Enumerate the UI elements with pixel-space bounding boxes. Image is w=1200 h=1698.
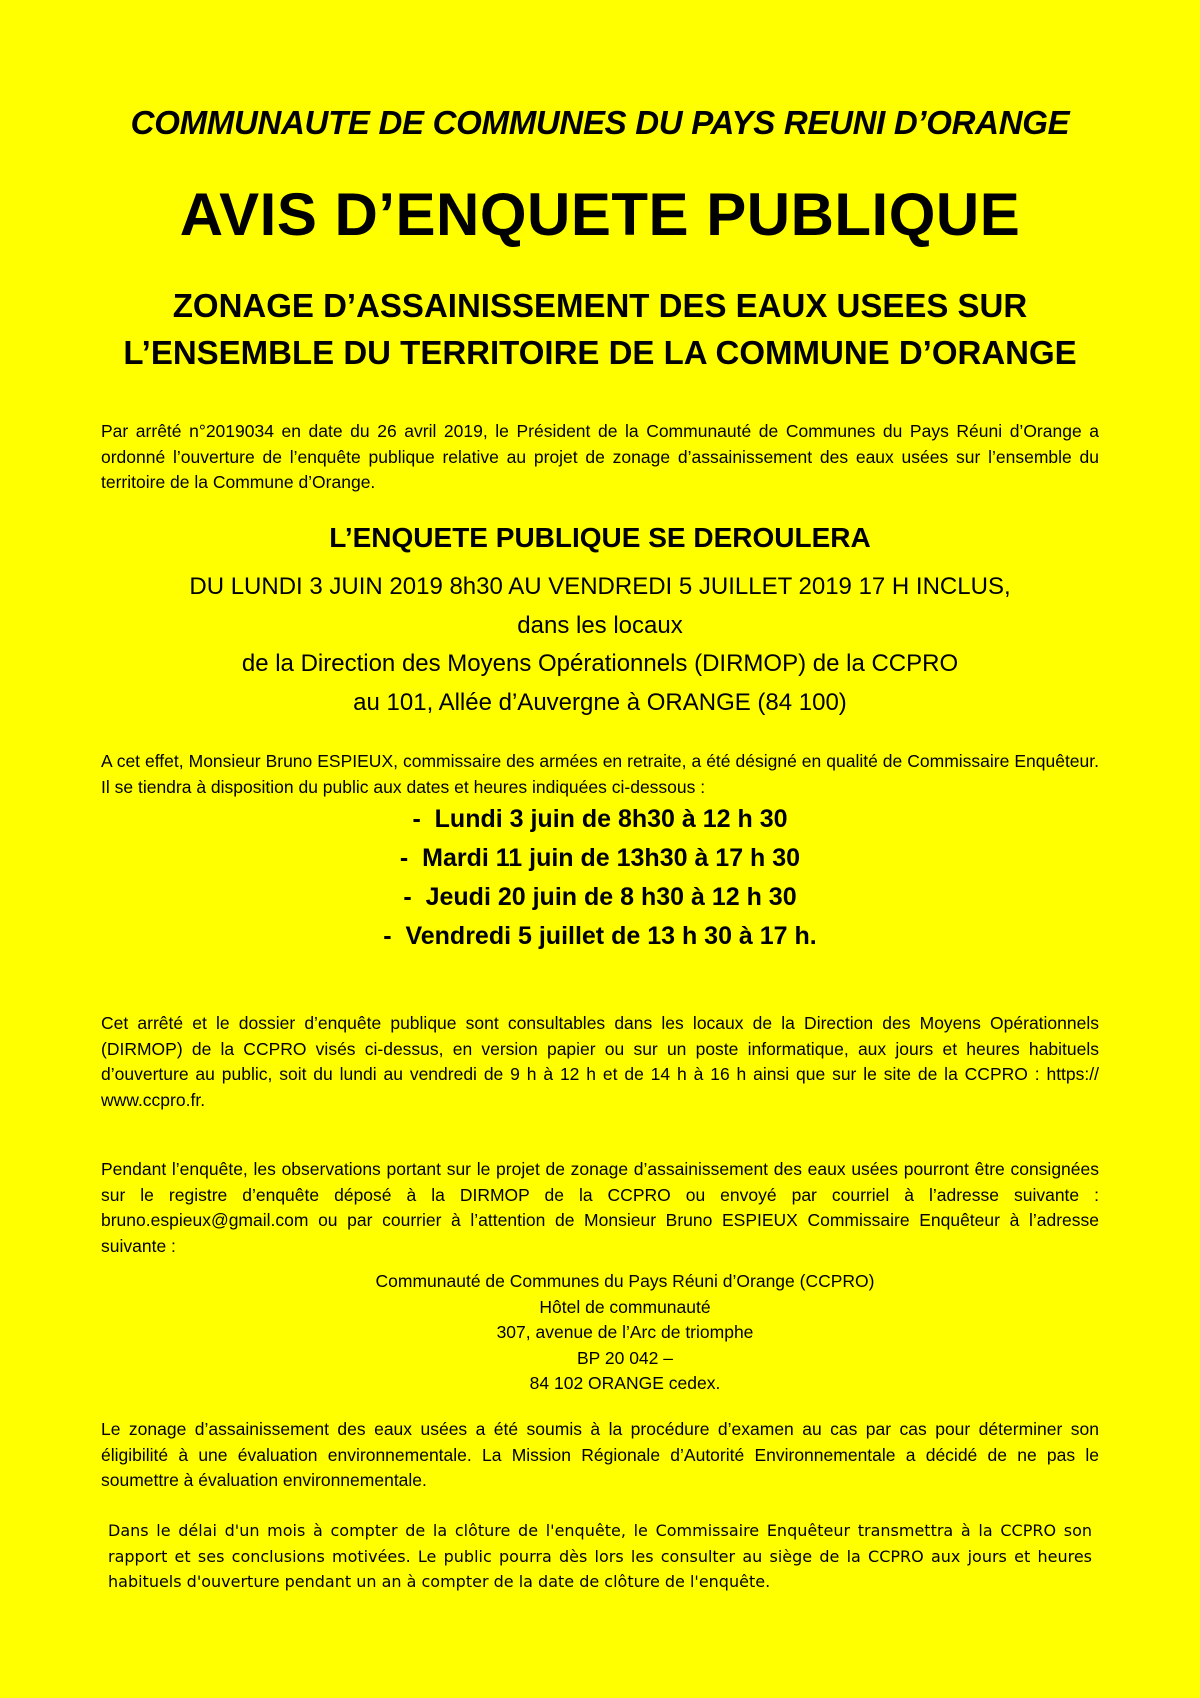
enquete-location-line-1: dans les locaux: [517, 611, 683, 639]
address-line: Hôtel de communauté: [539, 1296, 711, 1317]
enquete-heading: L’ENQUETE PUBLIQUE SE DEROULERA: [329, 522, 871, 553]
subtitle-line-2: L’ENSEMBLE DU TERRITOIRE DE LA COMMUNE D’ORANGE: [123, 334, 1077, 371]
permanence-item: - Vendredi 5 juillet de 13 h 30 à 17 h.: [383, 922, 817, 950]
permanence-schedule: [0, 800, 1200, 956]
evaluation-paragraph: Le zonage d’assainissement des eaux usées a été soumis à la procédure d’examen au cas par cas pour déterminer son éligibilité à une évaluation environnementale. La Mission Régionale d’Autorité Environnementale a décidé de ne pas le soumettre à évaluation environnementale.: [101, 1419, 1099, 1490]
intro-paragraph: Par arrêté n°2019034 en date du 26 avril 2019, le Président de la Communauté de Communes du Pays Réuni d’Orange a ordonné l’ouverture de l’enquête publique relative au projet de zonage d’assainissement des eaux usées sur l’ensemble du territoire de la Commune d’Orange.: [101, 421, 1099, 492]
postal-address: [0, 1269, 1200, 1397]
permanence-item: - Lundi 3 juin de 8h30 à 12 h 30: [412, 805, 788, 833]
enquete-details: [0, 568, 1200, 722]
enquete-location-line-3: au 101, Allée d’Auvergne à ORANGE (84 100): [353, 688, 847, 716]
conclusion-paragraph: Dans le délai d'un mois à compter de la clôture de l'enquête, le Commissaire Enquêteur transmettra à la CCPRO son rapport et ses conclusions motivées. Le public pourra dès lors les consulter au siège de la CCPRO aux jours et heures habituels d'ouverture pendant un an à compter de la date de clôture de l'enquête.: [108, 1521, 1092, 1591]
commissaire-paragraph: A cet effet, Monsieur Bruno ESPIEUX, commissaire des armées en retraite, a été désigné en qualité de Commissaire Enquêteur. Il se tiendra à disposition du public aux dates et heures indiquées ci-dessous :: [101, 751, 1099, 797]
notice-subtitle: [0, 282, 1200, 376]
subtitle-line-1: ZONAGE D’ASSAINISSEMENT DES EAUX USEES SUR: [172, 287, 1028, 324]
observations-paragraph: Pendant l’enquête, les observations portant sur le projet de zonage d’assainissement des eaux usées pourront être consignées sur le registre d’enquête déposé à la DIRMOP de la CCPRO ou envoyé par courriel à l’adresse suivante : bruno.espieux@gmail.com ou par courrier à l’attention de Monsieur Bruno ESPIEUX Commissaire Enquêteur à l’adresse suivante :: [101, 1159, 1099, 1256]
enquete-location-line-2: de la Direction des Moyens Opérationnels (DIRMOP) de la CCPRO: [241, 650, 959, 677]
address-line: BP 20 042 –: [576, 1347, 673, 1368]
address-line: Communauté de Communes du Pays Réuni d’Orange (CCPRO): [375, 1271, 875, 1291]
organization-name: COMMUNAUTE DE COMMUNES DU PAYS REUNI D’ORANGE: [130, 104, 1070, 141]
address-line: 84 102 ORANGE cedex.: [529, 1373, 721, 1393]
address-line: 307, avenue de l’Arc de triomphe: [496, 1322, 754, 1342]
enquete-dates: DU LUNDI 3 JUIN 2019 8h30 AU VENDREDI 5 JUILLET 2019 17 H INCLUS,: [189, 573, 1011, 600]
notice-title: AVIS D’ENQUETE PUBLIQUE: [179, 181, 1021, 248]
permanence-item: - Jeudi 20 juin de 8 h30 à 12 h 30: [403, 883, 797, 911]
permanence-item: - Mardi 11 juin de 13h30 à 17 h 30: [399, 844, 801, 872]
consultation-paragraph: Cet arrêté et le dossier d’enquête publique sont consultables dans les locaux de la Direction des Moyens Opérationnels (DIRMOP) de la CCPRO visés ci-dessus, en version papier ou sur un poste informatique, aux jours et heures habituels d’ouverture au public, soit du lundi au vendredi de 9 h à 12 h et de 14 h à 16 h ainsi que sur le site de la CCPRO : https:// www.ccpro.fr.: [101, 1013, 1099, 1110]
